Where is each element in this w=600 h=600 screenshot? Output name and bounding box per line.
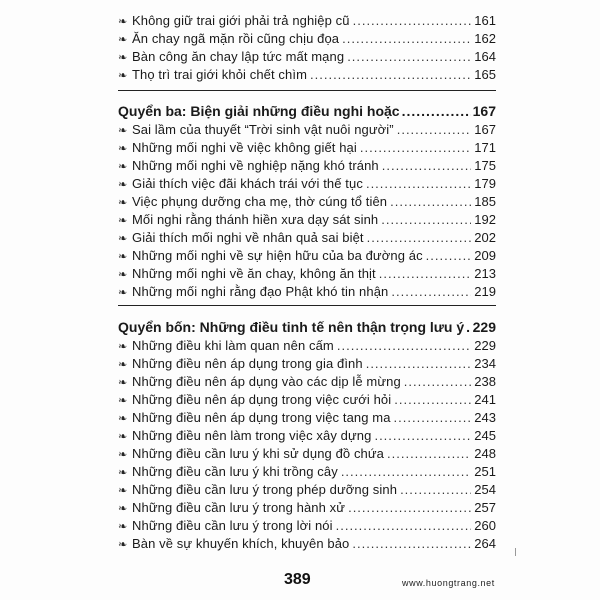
toc-entry (118, 355, 496, 373)
toc-entry-page: 161 (474, 13, 496, 28)
dot-leader (391, 283, 471, 301)
toc-entry-title: Bàn công ăn chay lập tức mất mạng (132, 49, 345, 64)
toc-entry-title: Những mối nghi về nghiệp nặng khó tránh (132, 158, 379, 173)
leaf-ornament-icon: ❧ (118, 179, 128, 191)
toc-entry-title: Việc phụng dưỡng cha mẹ, thờ cúng tổ tiên (132, 194, 388, 209)
dot-leader (310, 66, 471, 84)
toc-entry-page: 165 (474, 67, 496, 82)
toc-entry (118, 391, 496, 409)
dot-leader (341, 463, 471, 481)
toc-entry-page: 209 (474, 248, 496, 263)
toc-entry (118, 499, 496, 517)
toc-entry-title: Những điều khi làm quan nên cấm (132, 338, 334, 353)
toc-entry-page: 162 (474, 31, 496, 46)
leaf-ornament-icon: ❧ (118, 377, 128, 389)
leaf-ornament-icon: ❧ (118, 449, 128, 461)
leaf-ornament-icon: ❧ (118, 197, 128, 209)
toc-entry-page: 234 (474, 356, 496, 371)
toc-entry-title: Bàn về sự khuyến khích, khuyên bảo (132, 536, 350, 551)
toc-entry-page: 245 (474, 428, 496, 443)
toc-entry-title: Những điều cần lưu ý trong hành xử (132, 500, 346, 515)
toc-entry-page: 260 (474, 518, 496, 533)
toc-entry-title: Những điều nên áp dụng vào các dịp lễ mừng (132, 374, 401, 389)
dot-leader (337, 337, 471, 355)
toc-entry (118, 463, 496, 481)
section-title: Quyển bốn: Những điều tinh tế nên thận trọng lưu ý (118, 319, 465, 335)
toc-entry (118, 66, 496, 84)
toc-entry (118, 229, 496, 247)
dot-leader (353, 12, 471, 30)
toc-entry-title: Những mối nghi rằng đạo Phật khó tin nhận (132, 284, 389, 299)
toc-entry-page: 238 (474, 374, 496, 389)
leaf-ornament-icon: ❧ (118, 52, 128, 64)
toc-entry-page: 185 (474, 194, 496, 209)
toc-group-continued (118, 12, 496, 84)
publisher-website: www.huongtrang.net (402, 578, 495, 588)
toc-entry-title: Giải thích việc đãi khách trái với thế tục (132, 176, 363, 191)
section-page: 229 (472, 319, 496, 335)
section-page: 167 (472, 103, 496, 119)
dot-leader (426, 247, 471, 265)
toc-entry-title: Không giữ trai giới phải trả nghiệp cũ (132, 13, 350, 28)
leaf-ornament-icon: ❧ (118, 359, 128, 371)
leaf-ornament-icon: ❧ (118, 467, 128, 479)
toc-entry-page: 248 (474, 446, 496, 461)
toc-entry (118, 30, 496, 48)
toc-entry (118, 535, 496, 553)
toc-entry (118, 427, 496, 445)
section-divider (118, 305, 496, 306)
toc-entry-title: Sai lầm của thuyết “Trời sinh vật nuôi người” (132, 122, 394, 137)
leaf-ornament-icon: ❧ (118, 287, 128, 299)
dot-leader (400, 481, 471, 499)
toc-entry (118, 193, 496, 211)
dot-leader (397, 121, 471, 139)
dot-leader (342, 30, 471, 48)
toc-entry (118, 48, 496, 66)
toc-entry-title: Những điều cần lưu ý khi trồng cây (132, 464, 338, 479)
toc-entry (118, 517, 496, 535)
dot-leader (366, 355, 471, 373)
toc-entry (118, 175, 496, 193)
toc-entry-title: Những điều cần lưu ý trong phép dưỡng sinh (132, 482, 398, 497)
leaf-ornament-icon: ❧ (118, 395, 128, 407)
leaf-ornament-icon: ❧ (118, 34, 128, 46)
dot-leader (347, 48, 471, 66)
leaf-ornament-icon: ❧ (118, 341, 128, 353)
section-heading (118, 317, 496, 337)
toc-entry (118, 445, 496, 463)
leaf-ornament-icon: ❧ (118, 215, 128, 227)
dot-leader (394, 409, 471, 427)
toc-entry-title: Những điều cần lưu ý trong lời nói (132, 518, 333, 533)
leaf-ornament-icon: ❧ (118, 431, 128, 443)
toc-entry-page: 251 (474, 464, 496, 479)
toc-entry-title: Thọ trì trai giới khỏi chết chìm (132, 67, 308, 82)
leaf-ornament-icon: ❧ (118, 70, 128, 82)
leaf-ornament-icon: ❧ (118, 503, 128, 515)
dot-leader (404, 373, 471, 391)
dot-leader (394, 391, 471, 409)
toc-entry-page: 241 (474, 392, 496, 407)
toc-entry-page: 254 (474, 482, 496, 497)
toc-entry-page: 164 (474, 49, 496, 64)
leaf-ornament-icon: ❧ (118, 16, 128, 28)
toc-entry-page: 179 (474, 176, 496, 191)
dot-leader (367, 229, 471, 247)
toc-entry-page: 167 (474, 122, 496, 137)
toc-entry-title: Ăn chay ngã mặn rồi cũng chịu đọa (132, 31, 340, 46)
toc-entry (118, 139, 496, 157)
leaf-ornament-icon: ❧ (118, 251, 128, 263)
toc-entry (118, 337, 496, 355)
toc-group-quyen-bon (118, 317, 496, 553)
dot-leader (352, 535, 471, 553)
section-title: Quyển ba: Biện giải những điều nghi hoặc (118, 103, 400, 119)
leaf-ornament-icon: ❧ (118, 485, 128, 497)
dot-leader (374, 427, 471, 445)
toc-entry-page: 192 (474, 212, 496, 227)
toc-entry-page: 243 (474, 410, 496, 425)
dot-leader (402, 101, 471, 121)
toc-entry (118, 373, 496, 391)
toc-entry (118, 247, 496, 265)
toc-entry (118, 283, 496, 301)
toc-entry (118, 121, 496, 139)
dot-leader (381, 211, 471, 229)
dot-leader (360, 139, 471, 157)
section-heading (118, 101, 496, 121)
table-of-contents (118, 12, 496, 553)
section-spacer (118, 301, 496, 317)
leaf-ornament-icon: ❧ (118, 539, 128, 551)
dot-leader (466, 317, 471, 337)
toc-entry-title: Những điều nên áp dụng trong việc cưới hỏi (132, 392, 392, 407)
toc-entry-title: Những mối nghi về sự hiện hữu của ba đường ác (132, 248, 423, 263)
leaf-ornament-icon: ❧ (118, 233, 128, 245)
toc-entry-page: 202 (474, 230, 496, 245)
leaf-ornament-icon: ❧ (118, 269, 128, 281)
toc-entry-page: 257 (474, 500, 496, 515)
toc-entry-title: Mối nghi rằng thánh hiền xưa dạy sát sinh (132, 212, 379, 227)
leaf-ornament-icon: ❧ (118, 413, 128, 425)
toc-entry-title: Những điều nên áp dụng trong gia đình (132, 356, 363, 371)
toc-entry-title: Những điều cần lưu ý khi sử dụng đồ chứa (132, 446, 385, 461)
dot-leader (348, 499, 471, 517)
dot-leader (382, 157, 471, 175)
section-spacer (118, 84, 496, 101)
page-edge-mark (515, 548, 516, 556)
dot-leader (387, 445, 471, 463)
dot-leader (366, 175, 471, 193)
leaf-ornament-icon: ❧ (118, 521, 128, 533)
page-number: 389 (284, 571, 311, 588)
toc-entry-title: Giải thích mối nghi về nhân quả sai biệt (132, 230, 364, 245)
toc-entry (118, 265, 496, 283)
toc-entry (118, 409, 496, 427)
toc-entry (118, 211, 496, 229)
toc-entry-page: 213 (474, 266, 496, 281)
toc-entry (118, 12, 496, 30)
toc-entry-title: Những mối nghi về ăn chay, không ăn thịt (132, 266, 376, 281)
leaf-ornament-icon: ❧ (118, 125, 128, 137)
section-divider (118, 90, 496, 91)
leaf-ornament-icon: ❧ (118, 143, 128, 155)
toc-entry (118, 157, 496, 175)
toc-entry-title: Những điều nên áp dụng trong việc tang ma (132, 410, 391, 425)
toc-entry-title: Những mối nghi về việc không giết hại (132, 140, 357, 155)
toc-entry-page: 219 (474, 284, 496, 299)
dot-leader (390, 193, 471, 211)
toc-entry-page: 171 (474, 140, 496, 155)
toc-entry (118, 481, 496, 499)
dot-leader (379, 265, 471, 283)
toc-entry-page: 175 (474, 158, 496, 173)
toc-entry-page: 264 (474, 536, 496, 551)
toc-entry-page: 229 (474, 338, 496, 353)
toc-group-quyen-ba (118, 101, 496, 301)
leaf-ornament-icon: ❧ (118, 161, 128, 173)
toc-entry-title: Những điều nên làm trong việc xây dựng (132, 428, 372, 443)
dot-leader (336, 517, 471, 535)
